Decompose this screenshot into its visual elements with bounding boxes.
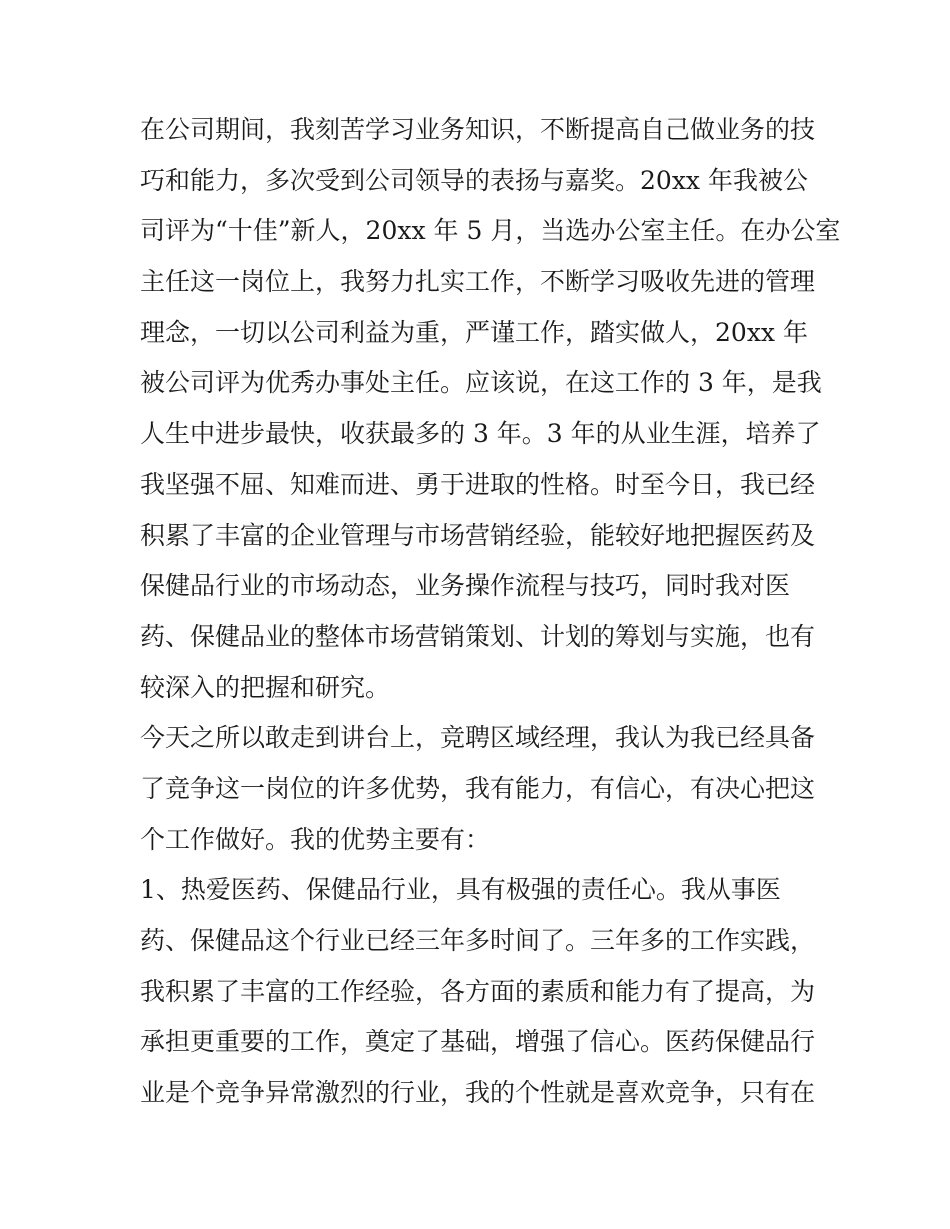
text-line-14: 了竞争这一岗位的许多优势，我有能力，有信心，有决心把这 [140, 773, 816, 803]
text-line-6: 被公司评为优秀办事处主任。应该说，在这工作的 3 年，是我 [140, 368, 822, 398]
body-text [140, 105, 841, 1119]
text-line-4: 主任这一岗位上，我努力扎实工作，不断学习吸收先进的管理 [140, 267, 816, 297]
text-line-7: 人生中进步最快，收获最多的 3 年。3 年的从业生涯，培养了 [140, 419, 821, 449]
text-line-16: 1、热爱医药、保健品行业，具有极强的责任心。我从事医 [140, 875, 781, 905]
text-line-8: 我坚强不屈、知难而进、勇于进取的性格。时至今日，我已经 [140, 469, 816, 499]
text-line-20: 业是个竞争异常激烈的行业，我的个性就是喜欢竞争，只有在 [140, 1078, 816, 1108]
text-line-13: 今天之所以敢走到讲台上，竞聘区域经理，我认为我已经具备 [140, 723, 816, 753]
text-line-1: 在公司期间，我刻苦学习业务知识，不断提高自己做业务的技 [140, 115, 816, 144]
text-line-9: 积累了丰富的企业管理与市场营销经验，能较好地把握医药及 [140, 520, 816, 550]
text-line-3: 司评为“十佳”新人，20xx 年 5 月，当选办公室主任。在办公室 [140, 216, 841, 246]
text-line-11: 药、保健品业的整体市场营销策划、计划的筹划与实施，也有 [140, 621, 816, 651]
text-line-19: 承担更重要的工作，奠定了基础，增强了信心。医药保健品行 [140, 1027, 816, 1057]
text-line-12: 较深入的把握和研究。 [140, 672, 391, 702]
text-line-2: 巧和能力，多次受到公司领导的表扬与嘉奖。20xx 年我被公 [140, 165, 808, 195]
text-line-15: 个工作做好。我的优势主要有： [140, 824, 491, 854]
text-line-17: 药、保健品这个行业已经三年多时间了。三年多的工作实践， [140, 926, 816, 955]
text-line-5: 理念，一切以公司利益为重，严谨工作，踏实做人，20xx 年 [140, 317, 808, 347]
text-line-10: 保健品行业的市场动态，业务操作流程与技巧，同时我对医 [140, 571, 791, 601]
text-line-18: 我积累了丰富的工作经验，各方面的素质和能力有了提高，为 [140, 976, 816, 1006]
